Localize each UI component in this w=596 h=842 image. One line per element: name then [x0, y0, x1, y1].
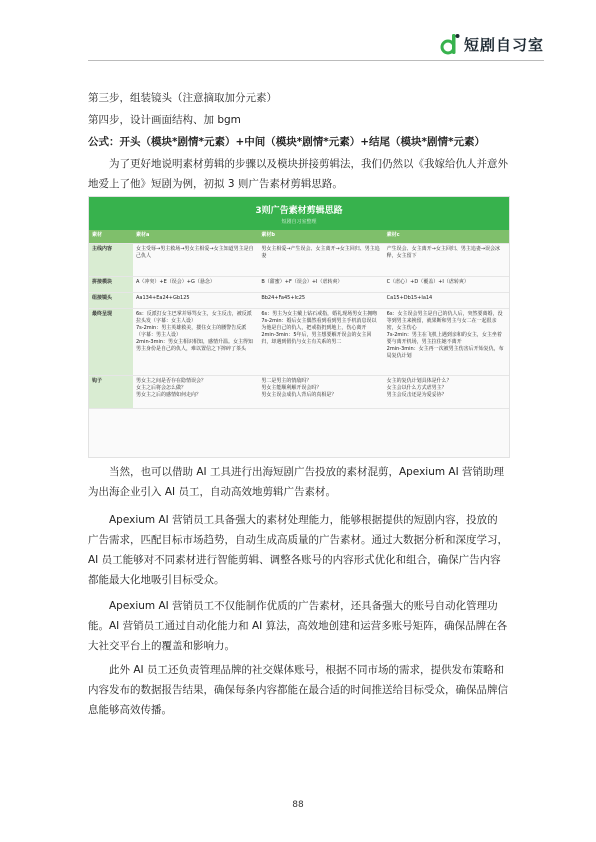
table-header-row — [89, 230, 509, 244]
brand-name: 短剧自习室 — [463, 35, 544, 54]
table-cell: Ca15+Db15+Ia14 — [384, 293, 509, 309]
table-cell: 男二是男主的情敌吗？ 男女主能顺利解开误会吗？ 男女主误会成仇人背后的真相是？ — [258, 376, 383, 409]
header-divider — [88, 60, 544, 61]
row-label: 拼接模块 — [89, 277, 133, 293]
col-header: 素材a — [133, 230, 258, 244]
table-cell: 6s：女主误会男主是自己的仇人后，突然要离婚，没等到男主来挽留，就果断和男主与女二在一起很亲密，女主伤心 7s-2min：男主在飞机上遇到亲和的女主，女主坐着要与离开机场，男主拉住她不离开 2min-3min：女主再一次被男主伤害后开始复仇，布局复仇计划 — [384, 309, 509, 376]
body-paragraph-1: 当然，也可以借助 AI 工具进行出海短剧广告投放的素材混剪，Apexium AI 营销助理为出海企业引入 AI 员工，自动高效地剪辑广告素材。 — [88, 466, 505, 498]
figure-subtitle: 短剧自习室整理 — [281, 219, 317, 225]
body-paragraph-2: Apexium AI 营销员工具备强大的素材处理能力，能够根据提供的短剧内容，投放的广告需求，匹配目标市场趋势，自动生成高质量的广告素材。通过大数据分析和深度学习，AI 员工能够对不同素材进行智能剪辑、调整各账号的内容形式优化和组合，确保广告内容都能最大化地吸引目标受众。 — [88, 514, 508, 586]
row-label: 最终呈现 — [89, 309, 133, 376]
col-header: 素材b — [258, 230, 383, 244]
table-cell: A（冲突）+E（误会）+G（悬念） — [133, 277, 258, 293]
table-cell: 女主受辱→男主救场→男女主相爱→女主知道男主是自己仇人 — [133, 244, 258, 277]
table-row — [89, 277, 509, 293]
page-number: 88 — [292, 800, 304, 810]
step4-line: 第四步，设计画面结构、加 bgm — [88, 114, 241, 126]
figure-table — [89, 230, 509, 409]
table-cell: Bb24+Fa45+Ic25 — [258, 293, 383, 309]
intro-paragraph: 为了更好地说明素材剪辑的步骤以及模块拼接剪辑法，我们仍然以《我嫁给仇人并意外地爱上了他》短剧为例，初拟 3 则广告素材剪辑思路。 — [88, 158, 508, 190]
formula-line: 公式：开头（模块*剧情*元素）+中间（模块*剧情*元素）+结尾（模块*剧情*元素） — [88, 136, 486, 148]
figure-header — [89, 197, 509, 230]
table-row — [89, 293, 509, 309]
table-cell: 产生误会、女主离开→女主回归、男主追妻→误会冰释，女主留下 — [384, 244, 509, 277]
col-header: 素材 — [89, 230, 133, 244]
brand-logo — [440, 32, 544, 56]
table-row — [89, 244, 509, 277]
table-cell: 男女主相爱→产生误会、女主离开→女主回归、男主追妻 — [258, 244, 383, 277]
body-paragraph-3: Apexium AI 营销员工不仅能制作优质的广告素材，还具备强大的账号自动化管理功能。AI 营销员工通过自动化能力和 AI 算法，高效地创建和运营多账号矩阵，确保品牌在各大社交平台上的覆盖和影响力。 — [88, 600, 508, 652]
table-row — [89, 376, 509, 409]
table-cell: 女主的复仇计划具体是什么？ 女主会以什么方式虐男主？ 男主会反击还是为爱妥协？ — [384, 376, 509, 409]
table-cell: C（虐心）+D（覆盖）+I（虐转爽） — [384, 277, 509, 293]
body-paragraph-4: 此外 AI 员工还负责管理品牌的社交媒体账号，根据不同市场的需求，提供发布策略和内容发布的数据报告结果，确保每条内容都能在最合适的时间推送给目标受众，确保品牌信息能够高效传播。 — [88, 664, 508, 716]
step3-line: 第三步，组装镜头（注意摘取加分元素） — [88, 92, 277, 104]
row-label: 组接镜头 — [89, 293, 133, 309]
table-row — [89, 309, 509, 376]
table-cell: 6s：男主为女主戴上钻石戒指，婚礼现场男女主拥吻 7s-2min：婚后女主偶然看到看到男主手机消息误以为他是自己的仇人，把戒指扔到地上，伤心离开 2min-3min：5年后，男主想要解开误会的女主回归，却遇到假仇与女主有关系的男二 — [258, 309, 383, 376]
table-cell: 6s：反派打女主巴掌并辱骂女主，女主反击，被反派拉头发（字幕：女主人设） 7s-2min：男主英雄救美，搂住女主的腰警告反派（字幕：男主人设） 2min-3min：男女主相识相知，感情升温。女主得知男主身份是自己的仇人，难以置信之下摔碎了茶头 — [133, 309, 258, 376]
table-cell: B（甜蜜）+F（误会）+I（虐转爽） — [258, 277, 383, 293]
brand-logo-icon — [440, 32, 460, 56]
row-label: 主线内容 — [89, 244, 133, 277]
row-label: 钩子 — [89, 376, 133, 409]
table-cell: 男女主之间是否存在隐情误会？ 女主之后将会怎么做？ 男女主之后的感情如何走向？ — [133, 376, 258, 409]
figure-title: 3则广告素材剪辑思路 — [255, 206, 343, 216]
col-header: 素材c — [384, 230, 509, 244]
ad-edit-figure — [88, 196, 510, 458]
table-cell: Aa134+Ea24+Gb125 — [133, 293, 258, 309]
